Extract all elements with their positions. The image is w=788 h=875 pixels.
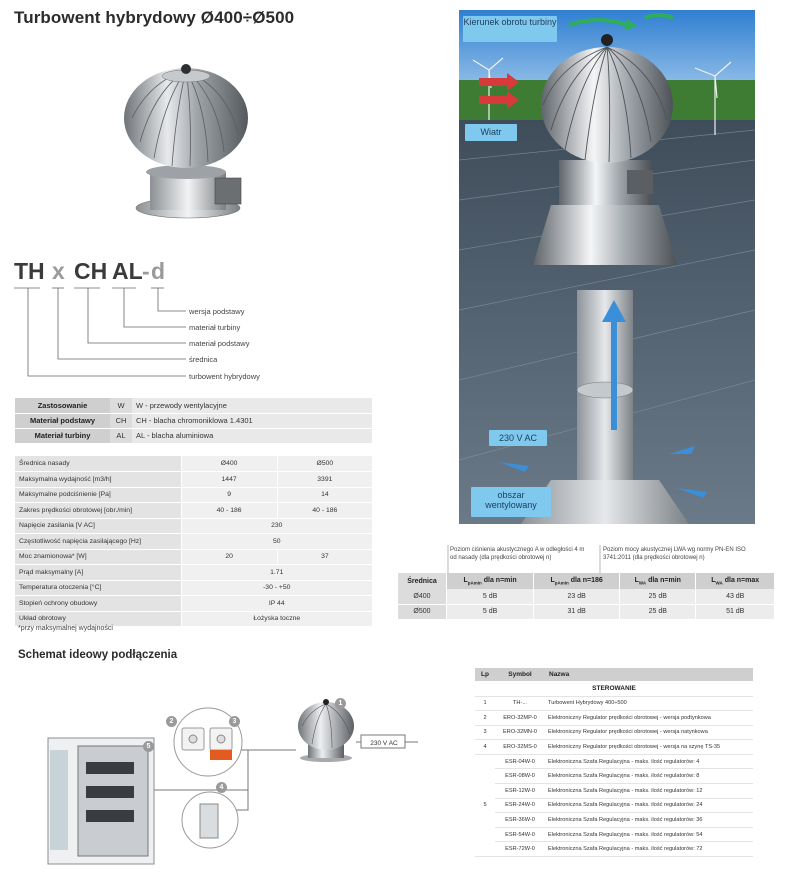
spec-label: Stopień ochrony obudowy <box>15 596 181 612</box>
cell: ERO-32MN-0 <box>495 725 545 740</box>
cell: 25 dB <box>620 604 696 619</box>
table-row <box>475 827 753 842</box>
tag-rotation: Kierunek obrotu turbiny <box>463 16 557 42</box>
cell: Elektroniczny Regulator prędkości obrotowej - wersja na szynę TS-35 <box>545 740 753 755</box>
spec-value: 1447 <box>181 472 277 488</box>
marker-5: 5 <box>143 741 154 752</box>
code-al: AL <box>112 258 143 284</box>
cell: 5 <box>475 754 495 856</box>
code-d: d <box>151 258 166 284</box>
acoustic-bracket-lines <box>447 545 777 575</box>
cell: ESR-04W-0 <box>495 754 545 769</box>
wiring-diagram <box>40 690 460 870</box>
table-row <box>475 842 753 857</box>
spec-label: Częstotliwość napięcia zasilającego [Hz] <box>15 534 181 550</box>
table-row <box>475 798 753 813</box>
acoustic-note-power: Poziom mocy akustycznej LWA wg normy PN-EN ISO 3741:2011 (dla prędkości obrotowej n) <box>603 547 746 561</box>
cell: Elektroniczna Szafa Regulacyjna - maks. ilość regulatorów: 4 <box>545 754 753 769</box>
spec-value: 14 <box>277 487 372 503</box>
table-row <box>398 604 774 619</box>
cell: 4 <box>475 740 495 755</box>
table-row <box>15 413 372 428</box>
spec-label: Zakres prędkości obrotowej [obr./min] <box>15 503 181 519</box>
cell: ERO-32MP-0 <box>495 711 545 726</box>
column-header: $L_{pAmin}$ dla n=186 <box>534 573 620 589</box>
cell: Elektroniczna Szafa Regulacyjna - maks. ilość regulatorów: 8 <box>545 769 753 784</box>
spec-value: 9 <box>181 487 277 503</box>
marker-4: 4 <box>216 782 227 793</box>
cell: 51 dB <box>696 604 774 619</box>
marker-2: 2 <box>166 716 177 727</box>
cell: Elektroniczna Szafa Regulacyjna - maks. ilość regulatorów: 54 <box>545 827 753 842</box>
table-row <box>15 565 372 581</box>
column-header: $L_{WA}$ dla n=max <box>696 573 774 589</box>
spec-value: Ø400 <box>181 456 277 472</box>
table-header-row <box>475 668 753 681</box>
table-row <box>475 813 753 828</box>
cell: 43 dB <box>696 589 774 604</box>
option-code: AL <box>110 428 132 443</box>
table-row <box>15 596 372 612</box>
code-label-turbine-material: materiał turbiny <box>189 323 241 332</box>
table-row <box>475 754 753 769</box>
section-label: STEROWANIE <box>475 681 753 696</box>
spec-value: 37 <box>277 549 372 565</box>
table-row <box>475 711 753 726</box>
cell: ESR-08W-0 <box>495 769 545 784</box>
tag-ventilated-area: obszar wentylowany <box>471 487 551 517</box>
spec-label: Maksymalna wydajność [m3/h] <box>15 472 181 488</box>
spec-value: 3391 <box>277 472 372 488</box>
page-title: Turbowent hybrydowy Ø400÷Ø500 <box>14 8 295 27</box>
code-label-diameter: średnica <box>189 355 218 364</box>
cell: ESR-72W-0 <box>495 842 545 857</box>
tag-voltage: 230 V AC <box>489 430 547 446</box>
tag-wind: Wiatr <box>465 124 517 141</box>
table-row <box>15 549 372 565</box>
option-key: Zastosowanie <box>15 398 110 413</box>
control-table <box>475 668 753 857</box>
cell: Elektroniczny Regulator prędkości obrotowej - wersja podtynkowa <box>545 711 753 726</box>
cell: 31 dB <box>534 604 620 619</box>
schema-voltage-label: 230 V AC <box>370 740 398 747</box>
marker-3: 3 <box>229 716 240 727</box>
code-x: x <box>52 258 65 284</box>
table-row <box>398 589 774 604</box>
table-row <box>15 428 372 443</box>
code-ch: CH <box>74 258 108 284</box>
cell: Elektroniczna Szafa Regulacyjna - maks. ilość regulatorów: 72 <box>545 842 753 857</box>
footnote: *przy maksymalnej wydajności <box>18 625 113 632</box>
spec-label: Maksymalne podciśnienie [Pa] <box>15 487 181 503</box>
table-row <box>475 696 753 711</box>
installation-illustration <box>459 10 755 524</box>
turbine-product-image <box>120 62 260 224</box>
table-row <box>15 487 372 503</box>
option-code: CH <box>110 413 132 428</box>
column-header: $L_{WA}$ dla n=min <box>620 573 696 589</box>
table-row <box>15 534 372 550</box>
cell: Elektroniczna Szafa Regulacyjna - maks. ilość regulatorów: 12 <box>545 784 753 799</box>
spec-value: -30 - +50 <box>181 580 372 596</box>
options-table <box>15 398 372 444</box>
cell: 2 <box>475 711 495 726</box>
cell: Ø500 <box>398 604 446 619</box>
column-header: Lp <box>475 668 495 681</box>
cell: ESR-24W-0 <box>495 798 545 813</box>
marker-1: 1 <box>335 698 346 709</box>
cell: 1 <box>475 696 495 711</box>
code-dash: - <box>142 258 150 284</box>
table-section-row <box>475 681 753 696</box>
table-row <box>475 784 753 799</box>
spec-value: Ø500 <box>277 456 372 472</box>
cell: 23 dB <box>534 589 620 604</box>
cell: ERO-32MS-0 <box>495 740 545 755</box>
spec-label: Moc znamionowa* [W] <box>15 549 181 565</box>
cell: Turbowent Hybrydowy 400÷500 <box>545 696 753 711</box>
cell: 5 dB <box>446 589 533 604</box>
cell: Ø400 <box>398 589 446 604</box>
option-key: Materiał turbiny <box>15 428 110 443</box>
spec-value: IP 44 <box>181 596 372 612</box>
column-header: Średnica <box>398 573 446 589</box>
cell: 3 <box>475 725 495 740</box>
spec-label: Temperatura otoczenia [°C] <box>15 580 181 596</box>
spec-value: 1.71 <box>181 565 372 581</box>
cell: TH-... <box>495 696 545 711</box>
cell: 25 dB <box>620 589 696 604</box>
table-row <box>15 472 372 488</box>
spec-value: 40 - 186 <box>181 503 277 519</box>
option-code: W <box>110 398 132 413</box>
spec-table <box>15 456 372 627</box>
table-row <box>15 398 372 413</box>
acoustic-note-pressure: Poziom ciśnienia akustycznego A w odległości 4 m od nasady (dla prędkości obrotowej n) <box>450 547 585 561</box>
cell: Elektroniczna Szafa Regulacyjna - maks. ilość regulatorów: 36 <box>545 813 753 828</box>
cell: Elektroniczny Regulator prędkości obrotowej - wersja natynkowa <box>545 725 753 740</box>
acoustic-table <box>398 573 774 620</box>
table-row <box>15 503 372 519</box>
option-key: Materiał podstawy <box>15 413 110 428</box>
table-header-row <box>398 573 774 589</box>
code-label-product: turbowent hybrydowy <box>189 372 260 381</box>
spec-label: Napięcie zasilania [V AC] <box>15 518 181 534</box>
table-row <box>475 769 753 784</box>
spec-label: Układ obrotowy <box>15 611 181 627</box>
table-row <box>475 740 753 755</box>
schema-title: Schemat ideowy podłączenia <box>18 649 178 661</box>
cell: 5 dB <box>446 604 533 619</box>
code-label-base-version: wersja podstawy <box>189 307 245 316</box>
installation-photo <box>459 10 755 524</box>
code-th: TH <box>14 258 45 284</box>
table-row <box>15 518 372 534</box>
spec-value: 40 - 186 <box>277 503 372 519</box>
spec-value: 20 <box>181 549 277 565</box>
column-header: Symbol <box>495 668 545 681</box>
option-value: CH - blacha chromoniklowa 1.4301 <box>132 413 372 428</box>
spec-value: 230 <box>181 518 372 534</box>
table-row <box>15 580 372 596</box>
spec-value: Łożyska toczne <box>181 611 372 627</box>
table-row <box>475 725 753 740</box>
spec-label: Prąd maksymalny [A] <box>15 565 181 581</box>
option-value: AL - blacha aluminiowa <box>132 428 372 443</box>
column-header: $L_{pAmin}$ dla n=min <box>446 573 533 589</box>
cell: ESR-54W-0 <box>495 827 545 842</box>
spec-label: Średnica nasady <box>15 456 181 472</box>
column-header: Nazwa <box>545 668 753 681</box>
option-value: W - przewody wentylacyjne <box>132 398 372 413</box>
cell: ESR-12W-0 <box>495 784 545 799</box>
cell: ESR-36W-0 <box>495 813 545 828</box>
spec-value: 50 <box>181 534 372 550</box>
code-label-base-material: materiał podstawy <box>189 339 250 348</box>
cell: Elektroniczna Szafa Regulacyjna - maks. ilość regulatorów: 24 <box>545 798 753 813</box>
table-row <box>15 456 372 472</box>
